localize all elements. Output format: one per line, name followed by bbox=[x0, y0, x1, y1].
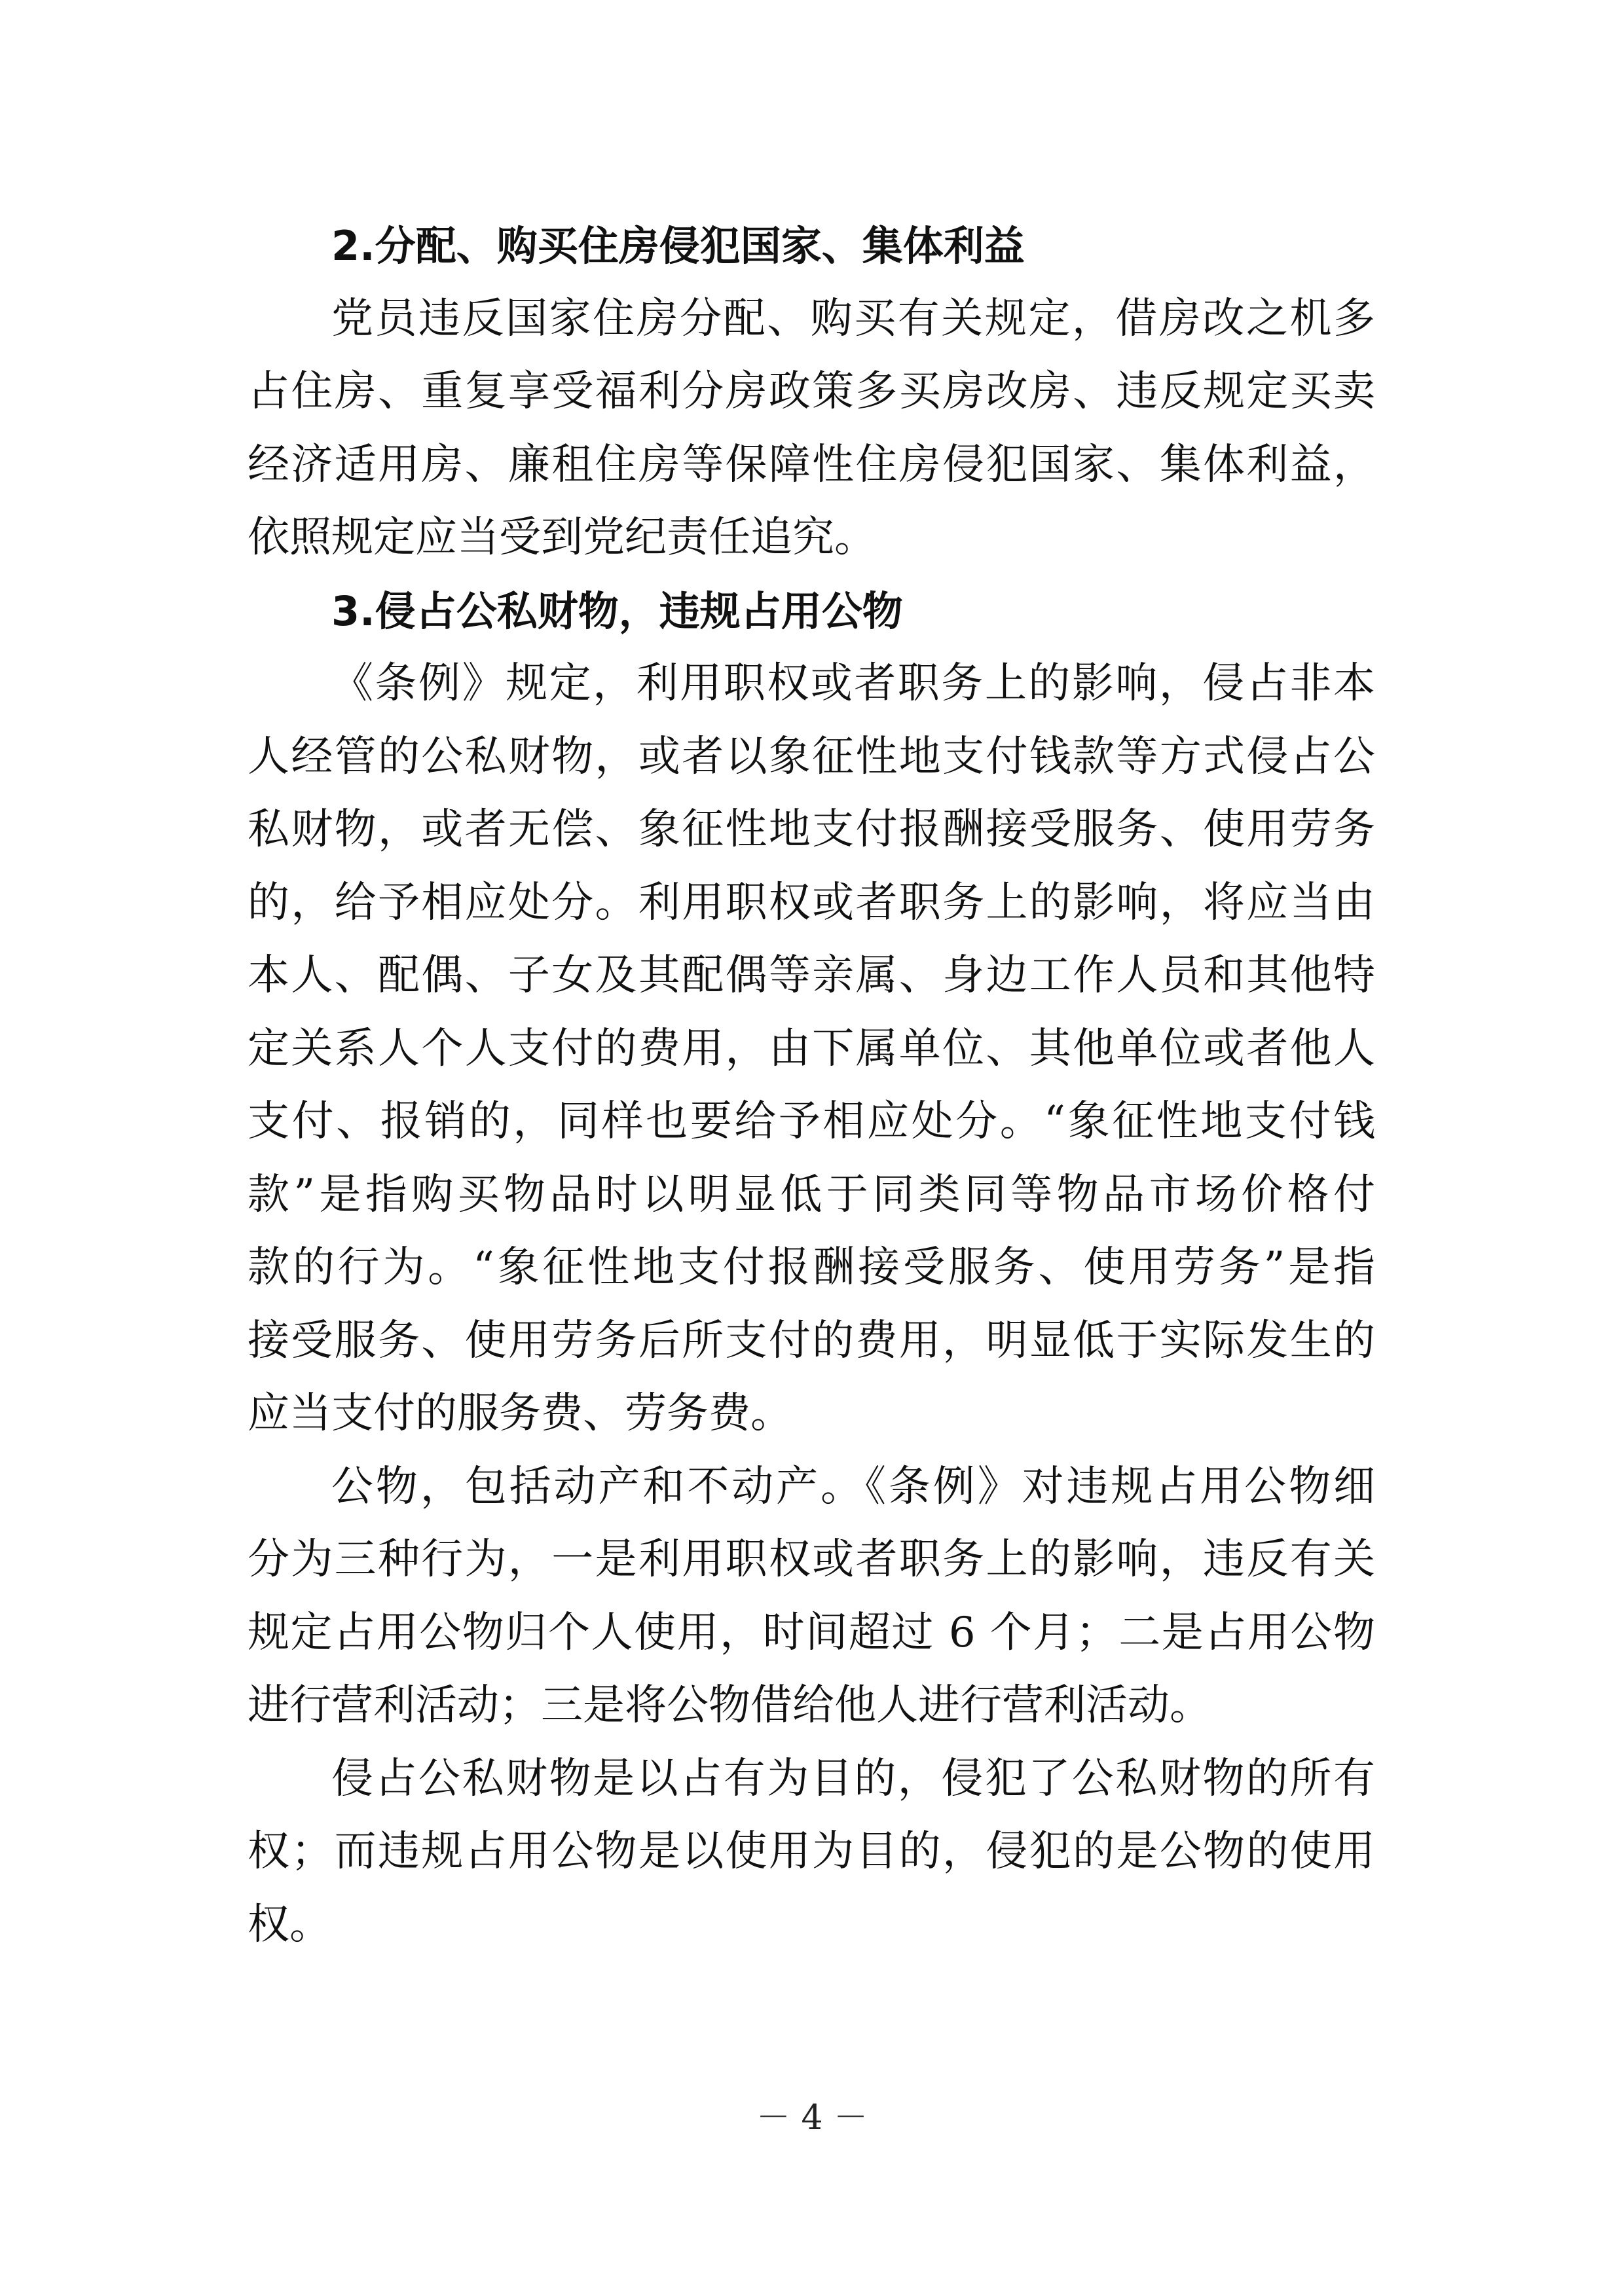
document-body bbox=[248, 210, 1375, 1961]
paragraph-line: 《条例》规定，利用职权或者职务上的影响，侵占非本 bbox=[331, 659, 1375, 708]
paragraph-line: 依照规定应当受到党纪责任追究。 bbox=[248, 513, 876, 562]
section-heading-housing: 2.分配、购买住房侵犯国家、集体利益 bbox=[331, 222, 1025, 270]
paragraph-line: 款”是指购买物品时以明显低于同类同等物品市场价格付 bbox=[248, 1170, 1375, 1219]
paragraph-line: 支付、报销的，同样也要给予相应处分。“象征性地支付钱 bbox=[248, 1097, 1375, 1146]
paragraph-line: 定关系人个人支付的费用，由下属单位、其他单位或者他人 bbox=[248, 1024, 1375, 1073]
paragraph-line: 规定占用公物归个人使用，时间超过 6 个月；二是占用公物 bbox=[248, 1608, 1375, 1657]
paragraph-line: 分为三种行为，一是利用职权或者职务上的影响，违反有关 bbox=[248, 1535, 1375, 1584]
paragraph-line: 接受服务、使用劳务后所支付的费用，明显低于实际发生的 bbox=[248, 1316, 1375, 1365]
paragraph-line: 本人、配偶、子女及其配偶等亲属、身边工作人员和其他特 bbox=[248, 951, 1375, 1000]
paragraph-line: 人经管的公私财物，或者以象征性地支付钱款等方式侵占公 bbox=[248, 732, 1375, 781]
paragraph-line: 公物，包括动产和不动产。《条例》对违规占用公物细 bbox=[331, 1462, 1375, 1511]
paragraph-line: 侵占公私财物是以占有为目的，侵犯了公私财物的所有 bbox=[331, 1754, 1375, 1803]
paragraph-line: 应当支付的服务费、劳务费。 bbox=[248, 1389, 792, 1438]
paragraph-line: 进行营利活动；三是将公物借给他人进行营利活动。 bbox=[248, 1681, 1211, 1730]
paragraph-line: 的，给予相应处分。利用职权或者职务上的影响，将应当由 bbox=[248, 878, 1375, 927]
paragraph-line: 占住房、重复享受福利分房政策多买房改房、违反规定买卖 bbox=[248, 367, 1375, 416]
paragraph-line: 私财物，或者无偿、象征性地支付报酬接受服务、使用劳务 bbox=[248, 805, 1375, 854]
section-heading-property: 3.侵占公私财物，违规占用公物 bbox=[331, 587, 903, 635]
paragraph-line: 经济适用房、廉租住房等保障性住房侵犯国家、集体利益， bbox=[248, 440, 1375, 489]
paragraph-line: 权。 bbox=[248, 1900, 331, 1949]
paragraph-line: 权；而违规占用公物是以使用为目的，侵犯的是公物的使用 bbox=[248, 1827, 1375, 1876]
paragraph-line: 款的行为。“象征性地支付报酬接受服务、使用劳务”是指 bbox=[248, 1243, 1375, 1292]
paragraph-line: 党员违反国家住房分配、购买有关规定，借房改之机多 bbox=[331, 294, 1375, 343]
page-number: － 4 － bbox=[756, 2098, 868, 2138]
